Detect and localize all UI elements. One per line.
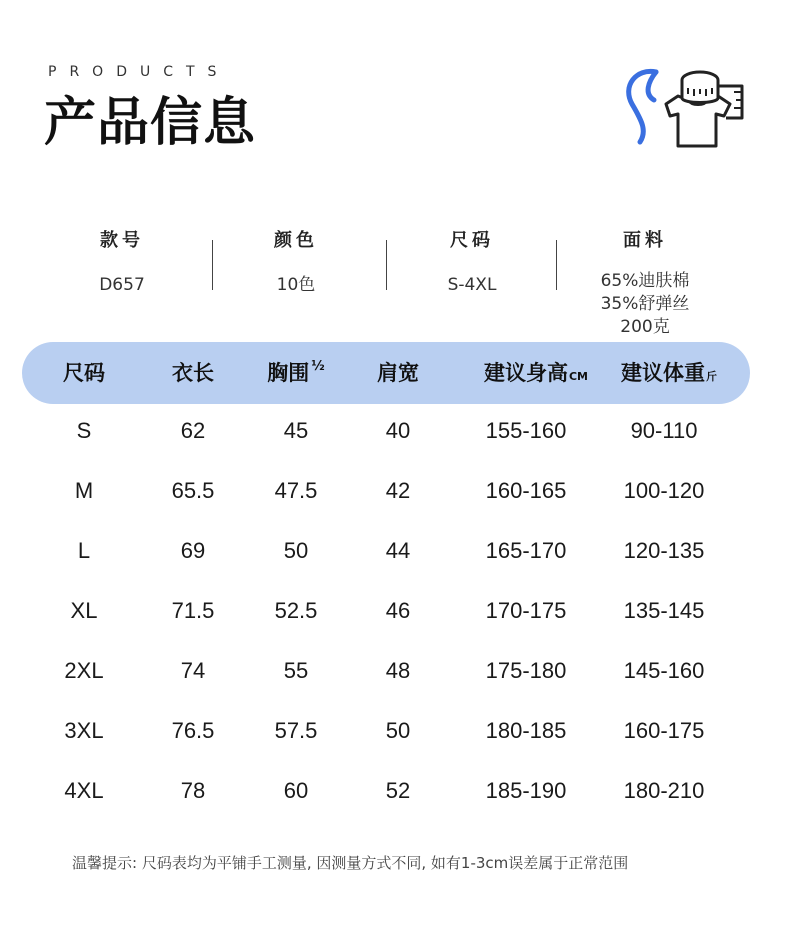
products-eyebrow: PRODUCTS	[48, 64, 230, 80]
divider	[386, 240, 387, 290]
column-header-height: 建议身高CM	[483, 361, 589, 385]
column-header-size: 尺码	[63, 361, 105, 385]
table-cell: S	[76, 418, 92, 443]
table-row	[0, 658, 790, 718]
product-info	[40, 226, 750, 336]
table-cell: 52	[385, 778, 411, 803]
table-cell: 170-175	[485, 598, 567, 623]
table-cell: 42	[385, 478, 411, 503]
table-cell: 50	[385, 718, 411, 743]
info-value: D657	[99, 275, 145, 295]
info-fabric	[580, 226, 710, 339]
table-cell: 2XL	[64, 658, 104, 683]
table-cell: 145-160	[623, 658, 705, 683]
column-header-shoulder: 肩宽	[377, 361, 419, 385]
table-cell: 55	[283, 658, 309, 683]
size-table-header	[22, 342, 750, 404]
table-cell: 60	[283, 778, 309, 803]
fabric-line: 65%迪肤棉	[600, 271, 690, 291]
table-cell: 40	[385, 418, 411, 443]
table-row	[0, 778, 790, 838]
divider	[212, 240, 213, 290]
table-cell: 46	[385, 598, 411, 623]
info-label: 颜色	[274, 230, 318, 251]
table-cell: 78	[180, 778, 206, 803]
table-cell: 71.5	[171, 598, 215, 623]
table-cell: 4XL	[64, 778, 104, 803]
measurement-note: 温馨提示: 尺码表均为平铺手工测量, 因测量方式不同, 如有1-3cm误差属于正常范围	[72, 854, 629, 872]
table-cell: 76.5	[171, 718, 215, 743]
table-cell: 160-175	[623, 718, 705, 743]
unit-cm: CM	[568, 370, 589, 383]
table-cell: 180-185	[485, 718, 567, 743]
table-cell: 47.5	[274, 478, 318, 503]
divider	[556, 240, 557, 290]
table-cell: 90-110	[630, 418, 698, 443]
table-cell: 180-210	[623, 778, 705, 803]
table-cell: 165-170	[485, 538, 567, 563]
table-row	[0, 718, 790, 778]
info-label: 尺码	[450, 230, 494, 251]
table-cell: XL	[70, 598, 98, 623]
info-color	[236, 226, 356, 297]
tshirt-measuring-tape-icon	[618, 60, 748, 152]
fabric-line: 200克	[620, 317, 670, 337]
table-cell: 57.5	[274, 718, 318, 743]
table-cell: 160-165	[485, 478, 567, 503]
info-label: 面料	[623, 230, 667, 251]
table-cell: 65.5	[171, 478, 215, 503]
info-value: S-4XL	[447, 275, 497, 295]
column-header-weight: 建议体重斤	[621, 361, 717, 385]
table-cell: 45	[283, 418, 309, 443]
table-cell: 185-190	[485, 778, 567, 803]
table-row	[0, 478, 790, 538]
info-value: 10色	[276, 275, 316, 295]
table-cell: 44	[385, 538, 411, 563]
table-cell: 100-120	[623, 478, 705, 503]
table-cell: 50	[283, 538, 309, 563]
page-title: 产品信息	[44, 93, 257, 153]
table-cell: 155-160	[485, 418, 567, 443]
table-cell: L	[77, 538, 91, 563]
table-cell: 175-180	[485, 658, 567, 683]
table-cell: M	[74, 478, 94, 503]
info-value	[580, 270, 710, 339]
table-row	[0, 598, 790, 658]
table-cell: 62	[180, 418, 206, 443]
column-header-length: 衣长	[172, 361, 214, 385]
table-row	[0, 418, 790, 478]
info-size	[412, 226, 532, 297]
table-cell: 120-135	[623, 538, 705, 563]
table-cell: 74	[180, 658, 206, 683]
column-header-chest: 胸围 $^{\frac{1}{2}}$	[267, 359, 325, 385]
fabric-line: 35%舒弹丝	[600, 294, 690, 314]
table-cell: 69	[180, 538, 206, 563]
half-fraction: ½	[311, 359, 325, 374]
table-cell: 135-145	[623, 598, 705, 623]
info-label: 款号	[100, 230, 144, 251]
table-cell: 3XL	[64, 718, 104, 743]
unit-jin: 斤	[706, 370, 717, 383]
table-cell: 48	[385, 658, 411, 683]
info-style-no	[62, 226, 182, 297]
table-cell: 52.5	[274, 598, 318, 623]
table-row	[0, 538, 790, 598]
